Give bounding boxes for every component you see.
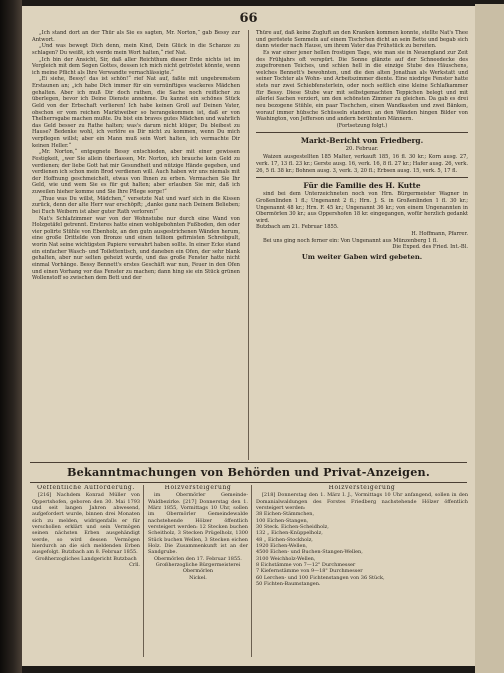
announcement-heading: Oeffentliche Aufforderung. — [37, 485, 135, 491]
list-item: 38 Eichen-Stämmchen, — [256, 511, 315, 518]
story-paragraph: „Ich bin der Ansicht, Sir, daß aller Reichthum dieser Erde nichts ist im Vergleich mit dem Segen Gottes, dessen ich mich nicht getröstet könnte, wenn ich meine Pflicht als Ihre Verwandte vernachlässigte.“ — [32, 56, 240, 76]
announcement-public-notice — [32, 485, 140, 661]
announcement-heading: Holzversteigerung — [164, 485, 232, 491]
family-appeal-title: Für die Familie des H. Kutte — [303, 181, 421, 191]
list-item: 100 Eichen-Stangen, — [256, 517, 309, 524]
list-item: 4500 Eichen- und Buchen-Stangen-Wellen, — [256, 549, 363, 556]
story-paragraph: „Mr. Norton,“ entgegnete Bessy entschieden, aber mit einer gewissen Festigkeit, „wer Sie allein überlassen, Mr. Norton, ich brauche kein Geld zu verdienen; der liebe Gott hat mir Gesundheit und nützige Hände gegeben, und verdienen ich schon mein Brod verdienen will. Auch haben wir uns niemals mit der Hoffnung geschmeichelt, etwas von Ihnen zu erben. Vermachen Sie Ihr Geld, wie und wem Sie es für gut halten; aber erlauben Sie mir, daß ich zuweilen hieher komme und Sie Ihre Pflege sorge!“ — [32, 149, 240, 195]
page-number: 66 — [239, 11, 258, 26]
market-report-text: Waizen ausgestellten 185 Malter, verkauft 185, 16 fl. 30 kr.; Korn ausg. 27, verk. 17, 13 fl. 23 kr.; Gerste ausg. 16, verk. 16, 8 fl. 27 kr.; Hafer ausg. 26, verk. 26, 5 fl. 38 kr.; Bohnen ausg. 3, verk. 3, 20 fl.; Erbsen ausg. 15, verk. 5, 17 fl. — [256, 154, 468, 174]
story-paragraph: „Ich stand dort an der Thür als Sie es sagten, Mr. Norton,“ gab Bessy zur Antwort. — [32, 30, 240, 43]
list-item: 3100 Weichholz-Wellen, — [256, 555, 316, 562]
family-appeal-text: sind bei dem Unterzeichneten noch von Hrn. Bürgermeister Wagner in Großenlinden 1 fl.; Ungenannt 2 fl.; Hrn. J. S. in Großenlinden 1 fl. 30 kr.; Ungenannt 48 kr.; Hrn. F. 45 kr.; Ungenannt 36 kr.; von einem Ungenannten in Obermörlen 30 kr.; aus Oppershofen 18 kr. eingegangen, wofür herzlich gedankt wird. — [256, 191, 468, 224]
list-item: 8 Eichstämme von 7—12" Durchmesser — [256, 562, 356, 569]
family-appeal-signer: H. Hoffmann, Pfarrer. — [411, 231, 468, 237]
market-report-title: Markt-Bericht von Friedberg. — [300, 136, 424, 146]
story-column-left — [32, 30, 240, 462]
book-binding — [0, 0, 22, 673]
family-appeal-office: Die Exped. des Fried. Int.-Bl. — [392, 244, 468, 251]
announcement-text: im Obermörler Gemeinde-Waldbezirke. [217] Donnerstag den 1. März 1855, Vormittags 10 Uhr, sollen im Obermörler Gemeindewalde nachstehende Hölzer öffentlich versteigert werden: 12 Stecken buchen Scheitholz, 3 Stecken Prügelholz, 1300 Stück buchen Wellen, 3 Stecken eichen Holz. Die Zusammenkunft ist an der Sandgrube. — [148, 492, 248, 556]
announcement-signer: Crll. — [129, 562, 140, 569]
list-item: 7 Kiefernstämme von 9—18" Durchmesser — [256, 568, 363, 575]
family-appeal-place: Butzbach am 21. Februar 1855. — [256, 224, 339, 231]
family-appeal-note: Bei uns ging noch ferner ein: Von Ungenannt aus Münzenberg 1 fl. — [263, 237, 438, 244]
column-divider — [248, 30, 249, 460]
section-rule — [256, 177, 468, 178]
section-rule — [30, 462, 467, 463]
story-paragraph: Thüre auf, daß keine Zugluft an den Kranken kommen konnte, stellte Nat's Thee und geröstete Semmeln auf einem Tischchen dicht an sein Bette und begab sich dann wieder nach Hause, um ihrem Vater das Frühstück zu bereiten. — [256, 30, 468, 50]
column-divider — [251, 485, 252, 657]
story-paragraph: „Ei siehe, Bessy! das ist schön!“ rief Nat auf, faßte mit ungebremstem Erstaunen an; „ich habe Dich immer für ein vernünftiges wackeres Mädchen gehalten. Aber ich muß Dir doch rathen, die Sache noch reiflicher zu überlegen, bevor ich Deine Dienste annehme. Du kannst ein schönes Stück Geld von der Erbschaft verlieren! Ich habe keinen Groll auf Deinen Vater, obschon er vom reichen Marktweiber so herangekommen ist, daß er von Thelherrsgabe machen mußte. Du bist ein braves gutes Mädchen und wahrlich das Geld besser zu Rathe halten; was's darum nicht klüger, Du bleibest zu Hause? Bedenke wohl, ich verlöre es Dir nicht zu kommen, wenn Du mich verpflegen willst; aber ein Mann muß sein Wort halten, ich vermachte Dir keinen Heller.“ — [32, 76, 240, 149]
announcement-text: [218] Donnerstag den 1. März I. J., Vormittags 10 Uhr anfangend, sollen in den Domanialwaldungen des Forstes Friedberg nachstehende Hölzer öffentlich versteigert werden: — [256, 492, 468, 512]
story-paragraph: Es war einer jener hellen frostigen Tage, wie man sie in Neuengland zur Zeit des Frühjahrs oft verspürt. Die Sonne glänzte auf der Schneedecke des zugefrorenen Teiches, und schien hell in die einzige Stube des Häuschens, welches Bennett's bewohnten, und die den alten Jonathan als Werkstatt und seiner Tochter als Wohn- und Arbeitszimmer diente. Eine niedrige Fenster hatte stets nur zwei Schiebfensterlein, oder noch seitlich eine kleine Schlafkammer für Bessy. Diese Stube war mit selbstgemachten Teppichen belegt und mit allerlei Sachen verziert, um den schönsten Zimmer zu gleichen. Da gab es drei neu bezogene Stühle, ein paar Tischchen, einen Wandkasten und zwei Bänken, worauf immer hübsche Schüsseln standen; an den Wänden hingen Bilder von Washington, von Jefferson und andern berühmten Männern. — [256, 49, 468, 123]
family-appeal-request: Um weiter Gaben wird gebeten. — [301, 252, 423, 261]
list-item: 30 Steck. Eichen-Scheidholz, — [256, 524, 329, 531]
section-rule — [256, 132, 468, 133]
story-paragraph: „Thue was Du willst, Mädchen,“ versetzte Nat und warf sich in die Kissen zurück, denn der alte Herr war erschöpft; „danke ganz nach Deinem Belieben; bei Euch Weibern ist aber guter Rath verloren!“ — [32, 195, 240, 215]
list-item: 60 Lerchen- und 100 Fichtenstangen von 36 Stück, — [256, 574, 385, 581]
column-divider — [143, 485, 144, 657]
section-rule — [30, 482, 467, 483]
announcement-heading: Holzversteigerung — [328, 485, 396, 491]
list-item: 50 Fichten-Baumstangen. — [256, 581, 321, 588]
list-item: 1920 Eichen-Wellen, — [256, 543, 308, 550]
announcement-authority: Großherzogliches Landgericht Butzbach — [35, 555, 137, 562]
announcement-wood-auction-2 — [256, 485, 468, 661]
adjacent-page-edge — [475, 4, 504, 673]
newspaper-page — [22, 6, 475, 666]
story-paragraph: „Und was bewegt Dich denn, mein Kind, Dein Glück in die Schanze zu schlagen? Du weißt, ich werde mein Wort halten,“ rief Nat. — [32, 43, 240, 56]
story-column-right — [256, 30, 468, 462]
list-item: 132 „ Eichen-Knüppelholz, — [256, 530, 323, 537]
market-report-date: 20. Februar. — [345, 146, 379, 153]
announcement-wood-auction-1 — [148, 485, 248, 661]
announcement-place: Obermörlen den 17. Februar 1855. — [154, 555, 242, 562]
announcements-title: Bekanntmachungen von Behörden und Privat-Anzeigen. — [67, 465, 430, 479]
announcement-text: [216] Nachdem Konrad Müller von Oppertshofen, geboren den 30. Mai 1793 und seit langen Jahren abwesend, aufgefordert wurde, binnen drei Monaten sich zu melden, widrigenfalls er für verschollen erklärt und sein Vermögen seinen nächsten Erben ausgehändigt werde, so wird dessen Vermögen hierdurch an die sich meldenden Erben ausgefolgt. Butzbach am 8. Februar 1855. — [32, 492, 140, 556]
announcement-authority: Großherzogliche Bürgermeisterei Obermörlen — [155, 562, 241, 575]
list-item: 48 „ Eichen-Stockholz, — [256, 536, 313, 543]
continuation-note: (Fortsetzung folgt.) — [336, 122, 388, 129]
announcement-signer: Nickel. — [189, 574, 207, 581]
story-paragraph: Nat's Schlafzimmer war von der Wohnstube nur durch eine Wand von Holzgetäfel getrennt. Ersteres hatte einen wohlgebohnten Fußboden, den oder vier polirte Stühle von Ebenholz, an den gutn ausgestrichenen Wänden herum, eine große Drittelde von Bronze und einen telliom gefirnisten Schreibpult, worin Nat seine wichtigsten Papiere verwahrt haben sollte. In einer Ecke stand ein einfacher Wasch- und Toilettentisch, und daneben ein Ofen, der sehr blank gehalten, aber nur selten geheizt wurde, und das große Fenster hatte nicht einmal Vorhänge. Bessy Bennett's erstes Geschäft war nun, Feuer in den Ofen und einen Vorhang vor das Fenster zu machen; dann hing sie ein Stück grünen Wollenstoff so zwischen dem Bett und der — [32, 215, 240, 282]
